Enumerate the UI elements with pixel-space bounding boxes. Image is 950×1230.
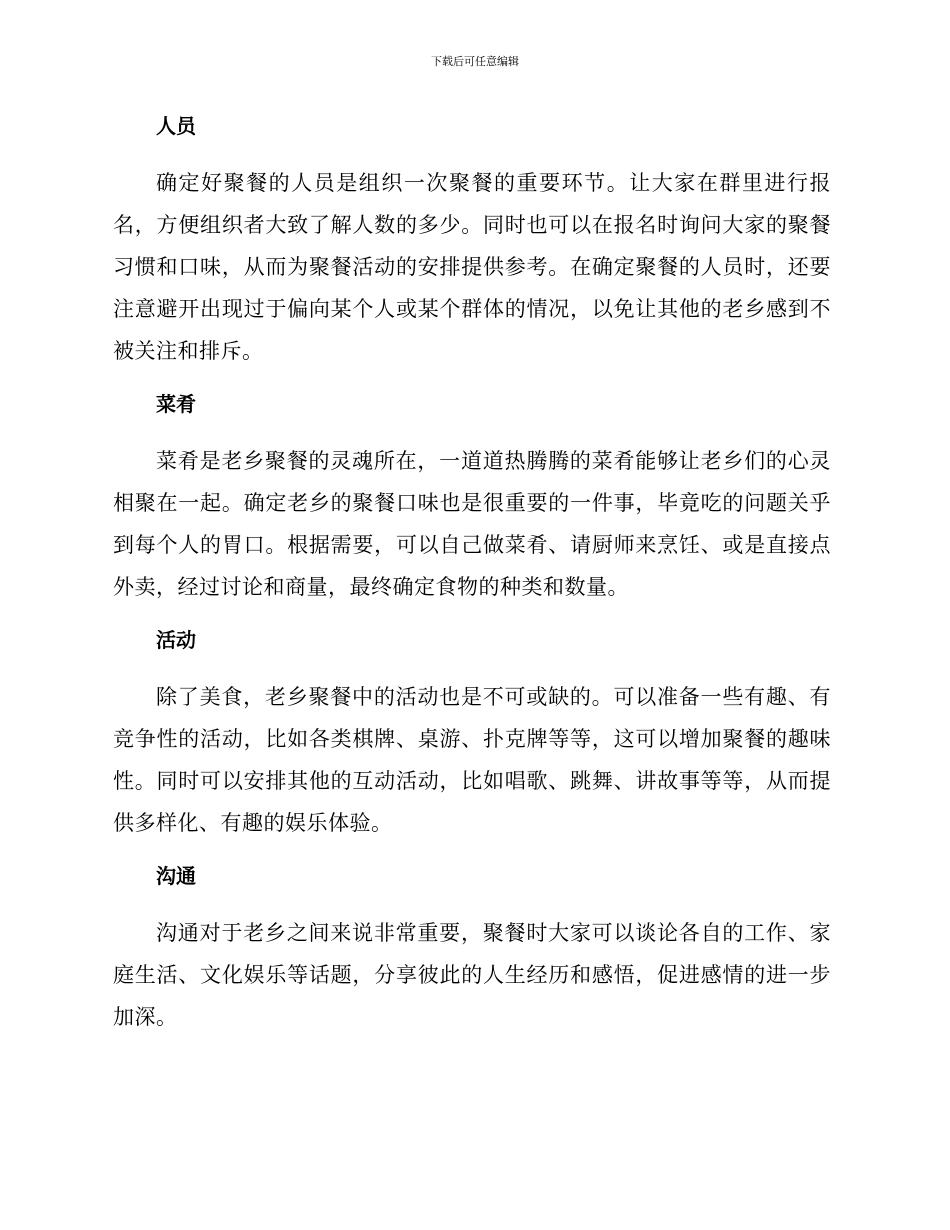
- document-body: [113, 110, 831, 1054]
- section-heading-communication: 沟通: [156, 864, 196, 888]
- section-paragraph-personnel: 确定好聚餐的人员是组织一次聚餐的重要环节。让大家在群里进行报名，方便组织者大致了解人数的多少。同时也可以在报名时询问大家的聚餐习惯和口味，从而为聚餐活动的安排提供参考。在确定聚餐的人员时，还要注意避开出现过于偏向某个人或某个群体的情况，以免让其他的老乡感到不被关注和排斥。: [113, 171, 831, 363]
- section-heading-personnel: 人员: [156, 114, 196, 138]
- section-paragraph-communication: 沟通对于老乡之间来说非常重要，聚餐时大家可以谈论各自的工作、家庭生活、文化娱乐等话题，分享彼此的人生经历和感悟，促进感情的进一步加深。: [113, 921, 831, 1029]
- section-heading-activities: 活动: [156, 628, 196, 652]
- page-header-note: 下载后可任意编辑: [431, 55, 519, 68]
- section-paragraph-dishes: 菜肴是老乡聚餐的灵魂所在，一道道热腾腾的菜肴能够让老乡们的心灵相聚在一起。确定老乡的聚餐口味也是很重要的一件事，毕竟吃的问题关乎到每个人的胃口。根据需要，可以自己做菜肴、请厨师来烹饪、或是直接点外卖，经过讨论和商量，最终确定食物的种类和数量。: [113, 449, 831, 599]
- section-paragraph-activities: 除了美食，老乡聚餐中的活动也是不可或缺的。可以准备一些有趣、有竞争性的活动，比如各类棋牌、桌游、扑克牌等等，这可以增加聚餐的趣味性。同时可以安排其他的互动活动，比如唱歌、跳舞、讲故事等等，从而提供多样化、有趣的娱乐体验。: [113, 685, 831, 835]
- section-heading-dishes: 菜肴: [156, 392, 196, 416]
